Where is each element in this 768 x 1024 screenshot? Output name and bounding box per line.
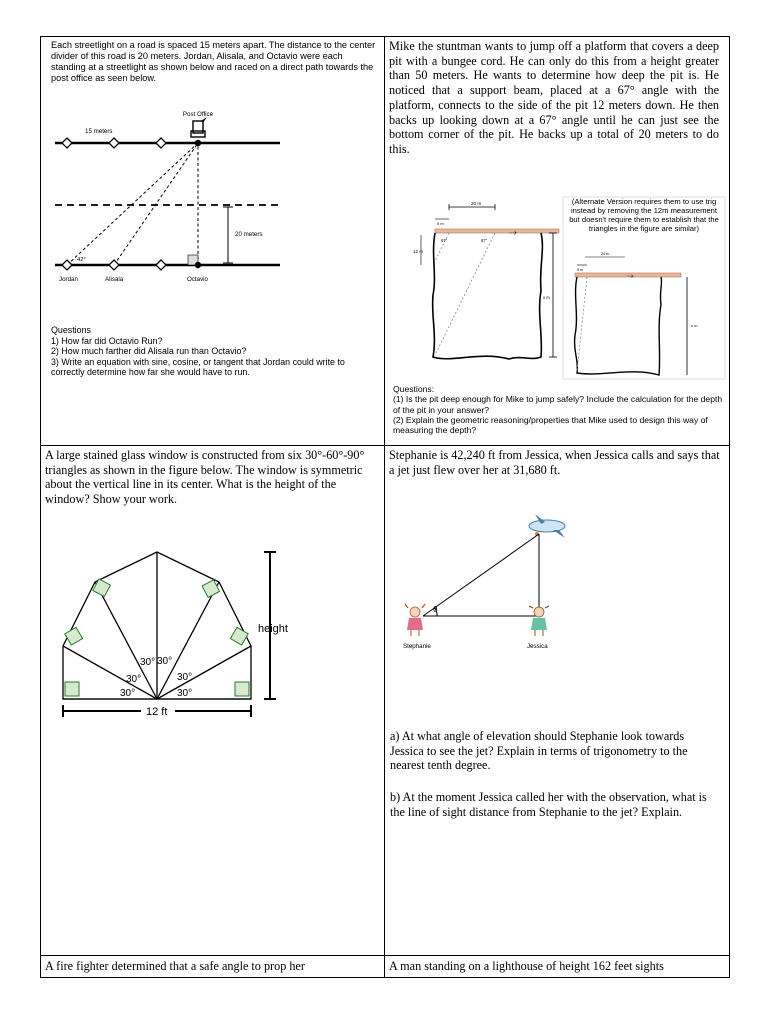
- angle-label: 42°: [77, 257, 86, 263]
- angle-3: 30°: [140, 657, 156, 668]
- question-3: 3) Write an equation with sine, cosine, or tangent that Jordan could write to correctly determine how far she would have to run.: [51, 356, 345, 378]
- alternate-note: (Alternate Version requires them to use trig instead by removing the 12m measurement but doesn't require them to establish that the triangles in the figure are similar): [569, 197, 719, 233]
- question-1: (1) Is the pit deep enough for Mike to jump safely? Include the calculation for the depth of the pit in your answer?: [393, 394, 723, 415]
- window-intro: A large stained glass window is constructed from six 30°-60°-90° triangles as shown in the figure below. The window is symmetric about the vertical line in its center. What is the height of the window? Show your work.: [45, 448, 365, 507]
- streetlight-questions: [51, 325, 379, 378]
- stuntman-intro: Mike the stuntman wants to jump off a platform that covers a deep pit with a bungee cord. He can only do this from a height greater than 50 meters. He wants to determine how deep the pit is. He noticed that a support beam, placed at a 67° angle with the platform, connects to the side of the pit 12 meters down. He then backs up looking down at a 67° angle until he can just see the bottom corner of the pit. He backs up a total of 20 meters to do this.: [389, 39, 719, 156]
- lighthouse-problem-cell: [385, 956, 730, 978]
- svg-text:~✈: ~✈: [509, 231, 518, 237]
- firefighter-intro: A fire fighter determined that a safe angle to prop her: [45, 959, 305, 973]
- top-label: 20 m: [471, 201, 482, 206]
- name-jordan: Jordan: [59, 276, 78, 283]
- streetlight-intro: Each streetlight on a road is spaced 15 meters apart. The distance to the center divider of this road is 20 meters. Jordan, Alisala, and Octavio were each standing at a streetlight as shown below and raced on a direct path towards the post office as seen below.: [51, 40, 376, 83]
- angle-6: 30°: [177, 688, 193, 699]
- angle-a: 67°: [441, 238, 448, 243]
- theta-label: θ: [433, 605, 438, 614]
- small-label: 5 m: [437, 221, 444, 226]
- name-octavio: Octavio: [187, 276, 208, 283]
- streetlight-diagram: [45, 103, 375, 287]
- window-diagram: [51, 534, 341, 734]
- distance-label: 20 meters: [235, 231, 263, 238]
- post-office-label: Post Office: [182, 111, 214, 118]
- pit-diagram: [391, 195, 726, 385]
- question-b: b) At the moment Jessica called her with the observation, what is the line of sight distance from Stephanie to the jet? Explain.: [390, 790, 707, 819]
- angle-b: 67°: [481, 238, 488, 243]
- jet-icon: [529, 514, 565, 538]
- jessica-icon: [529, 606, 549, 636]
- alt-depth-label: x m: [691, 323, 698, 328]
- svg-text:~✈: ~✈: [627, 274, 635, 280]
- jet-intro: Stephanie is 42,240 ft from Jessica, when Jessica calls and says that a jet just flew over her at 31,680 ft.: [389, 448, 720, 477]
- stephanie-label: Stephanie: [403, 643, 431, 650]
- angle-2: 30°: [126, 674, 142, 685]
- question-2: 2) How much farther did Alisala run than Octavio?: [51, 346, 247, 357]
- question-1: 1) How far did Octavio Run?: [51, 335, 163, 346]
- alt-top-label: 20 m: [601, 252, 610, 256]
- stuntman-problem-cell: [385, 37, 730, 446]
- name-alisala: Alisala: [105, 276, 124, 283]
- question-a: a) At what angle of elevation should Stephanie look towards Jessica to see the jet? Explain in terms of trigonometry to the nearest tenth degree.: [390, 729, 688, 773]
- streetlight-problem-cell: [41, 37, 385, 446]
- questions-title: Questions:: [393, 384, 435, 394]
- window-problem-cell: [41, 446, 385, 956]
- questions-title: Questions: [51, 325, 91, 335]
- angle-4: 30°: [157, 656, 173, 667]
- lighthouse-intro: A man standing on a lighthouse of height 162 feet sights: [389, 959, 664, 973]
- alt-small-label: 5 m: [577, 268, 583, 272]
- jessica-label: Jessica: [527, 643, 548, 650]
- stuntman-questions: [393, 384, 723, 435]
- depth-label: x m: [543, 295, 550, 300]
- width-label: 12 ft: [146, 706, 168, 718]
- angle-1: 30°: [120, 688, 136, 699]
- jet-diagram: [395, 508, 595, 678]
- jet-problem-cell: [385, 446, 730, 956]
- height-label: height: [258, 623, 288, 635]
- side-label: 12 m: [413, 249, 424, 254]
- spacing-label: 15 meters: [85, 128, 113, 135]
- question-2: (2) Explain the geometric reasoning/properties that Mike used to design this way of measuring the depth?: [393, 414, 708, 436]
- post-office-icon: [191, 117, 207, 137]
- angle-5: 30°: [177, 672, 193, 683]
- stephanie-icon: [405, 604, 425, 636]
- problem-table: [40, 36, 730, 978]
- firefighter-problem-cell: [41, 956, 385, 978]
